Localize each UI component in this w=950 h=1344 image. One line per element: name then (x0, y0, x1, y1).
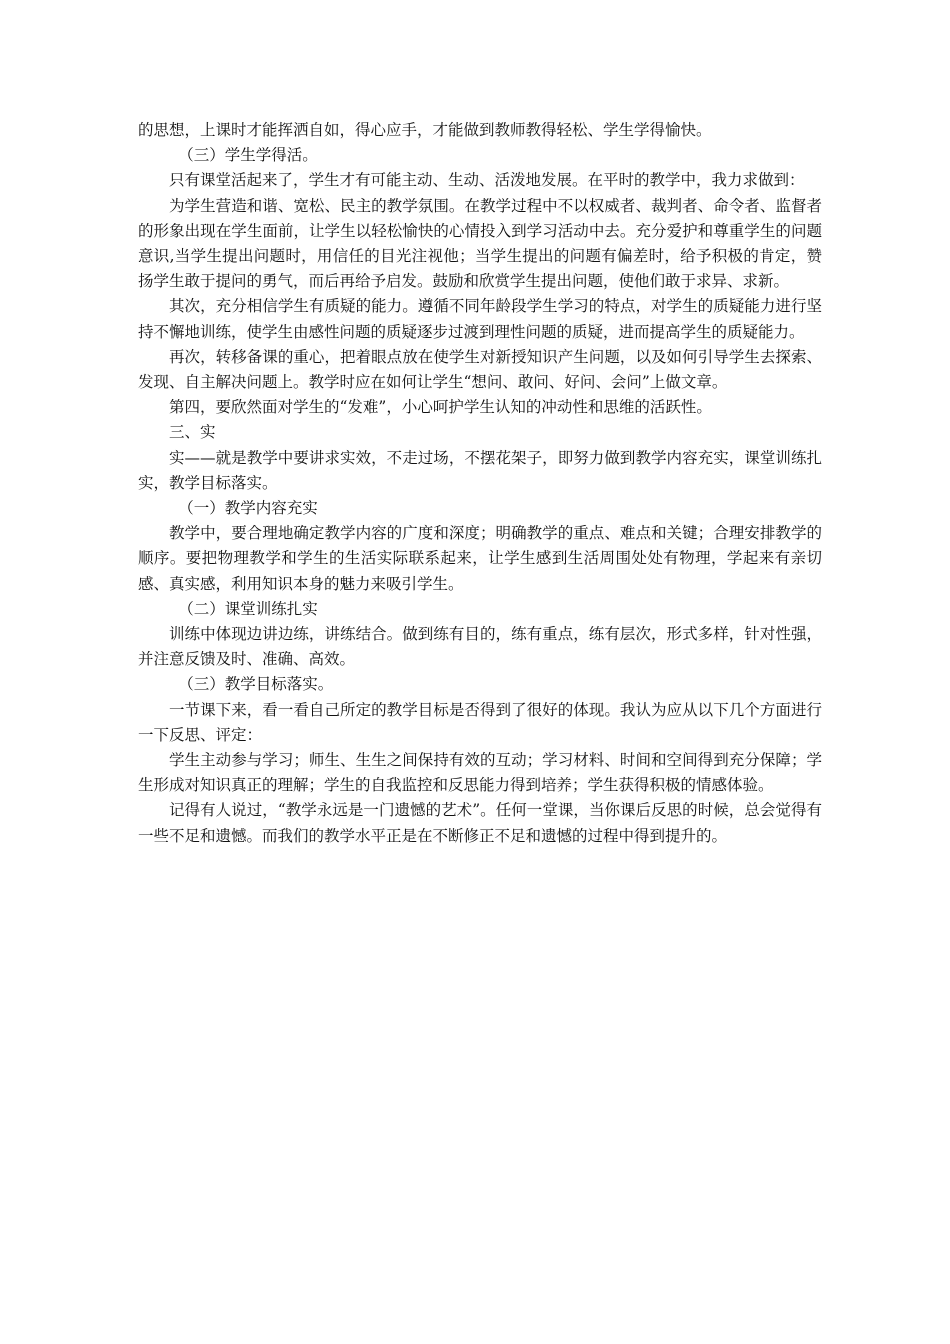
paragraph: 其次，充分相信学生有质疑的能力。遵循不同年龄段学生学习的特点，对学生的质疑能力进行坚持不懈地训练，使学生由感性问题的质疑逐步过渡到理性问题的质疑，进而提高学生的质疑能力。 (138, 297, 822, 341)
subheading-students-learn-actively: （三）学生学得活。 (178, 146, 318, 165)
subheading-training-solid: （二）课堂训练扎实 (178, 599, 318, 618)
paragraph: 再次，转移备课的重心，把着眼点放在使学生对新授知识产生问题，以及如何引导学生去探索、发现、自主解决问题上。教学时应在如何让学生“想问、敢问、好问、会问”上做文章。 (138, 347, 822, 392)
paragraph: 记得有人说过，“教学永远是一门遗憾的艺术”。任何一堂课，当你课后反思的时候，总会觉得有一些不足和遗憾。而我们的教学水平正是在不断修正不足和遗憾的过程中得到提升的。 (138, 801, 822, 845)
paragraph: 学生主动参与学习；师生、生生之间保持有效的互动；学习材料、时间和空间得到充分保障；学生形成对知识真正的理解；学生的自我监控和反思能力得到培养；学生获得积极的情感体验。 (138, 751, 822, 795)
paragraph: 第四，要欣然面对学生的“发难”，小心呵护学生认知的冲动性和思维的活跃性。 (169, 398, 712, 417)
subheading-content-rich: （一）教学内容充实 (178, 499, 318, 518)
paragraph: 为学生营造和谐、宽松、民主的教学氛围。在教学过程中不以权威者、裁判者、命令者、监督者的形象出现在学生面前，让学生以轻松愉快的心情投入到学习活动中去。充分爱护和尊重学生的问题意识,当学生提出问题时，用信任的目光注视他；当学生提出的问题有偏差时，给予积极的肯定，赞扬学生敢于提问的勇气，而后再给予启发。鼓励和欣赏学生提出问题，使他们敢于求异、求新。 (138, 196, 822, 291)
paragraph: 教学中，要合理地确定教学内容的广度和深度；明确教学的重点、难点和关键；合理安排教学的顺序。要把物理教学和学生的生活实际联系起来，让学生感到生活周围处处有物理，学起来有亲切感、真实感，利用知识本身的魅力来吸引学生。 (138, 524, 822, 593)
section-heading-practical: 三、实 (169, 423, 216, 442)
subheading-goals-achieved: （三）教学目标落实。 (178, 675, 334, 694)
paragraph: 一节课下来，看一看自己所定的教学目标是否得到了很好的体现。我认为应从以下几个方面进行一下反思、评定： (138, 700, 822, 744)
paragraph: 只有课堂活起来了，学生才有可能主动、生动、活泼地发展。在平时的教学中，我力求做到： (169, 171, 805, 190)
paragraph: 训练中体现边讲边练，讲练结合。做到练有目的，练有重点，练有层次，形式多样，针对性强，并注意反馈及时、准确、高效。 (138, 625, 822, 669)
document-body (138, 118, 822, 849)
paragraph: 实——就是教学中要讲求实效，不走过场，不摆花架子，即努力做到教学内容充实，课堂训练扎实，教学目标落实。 (138, 448, 822, 492)
paragraph-continuation: 的思想，上课时才能挥洒自如，得心应手，才能做到教师教得轻松、学生学得愉快。 (138, 121, 712, 139)
